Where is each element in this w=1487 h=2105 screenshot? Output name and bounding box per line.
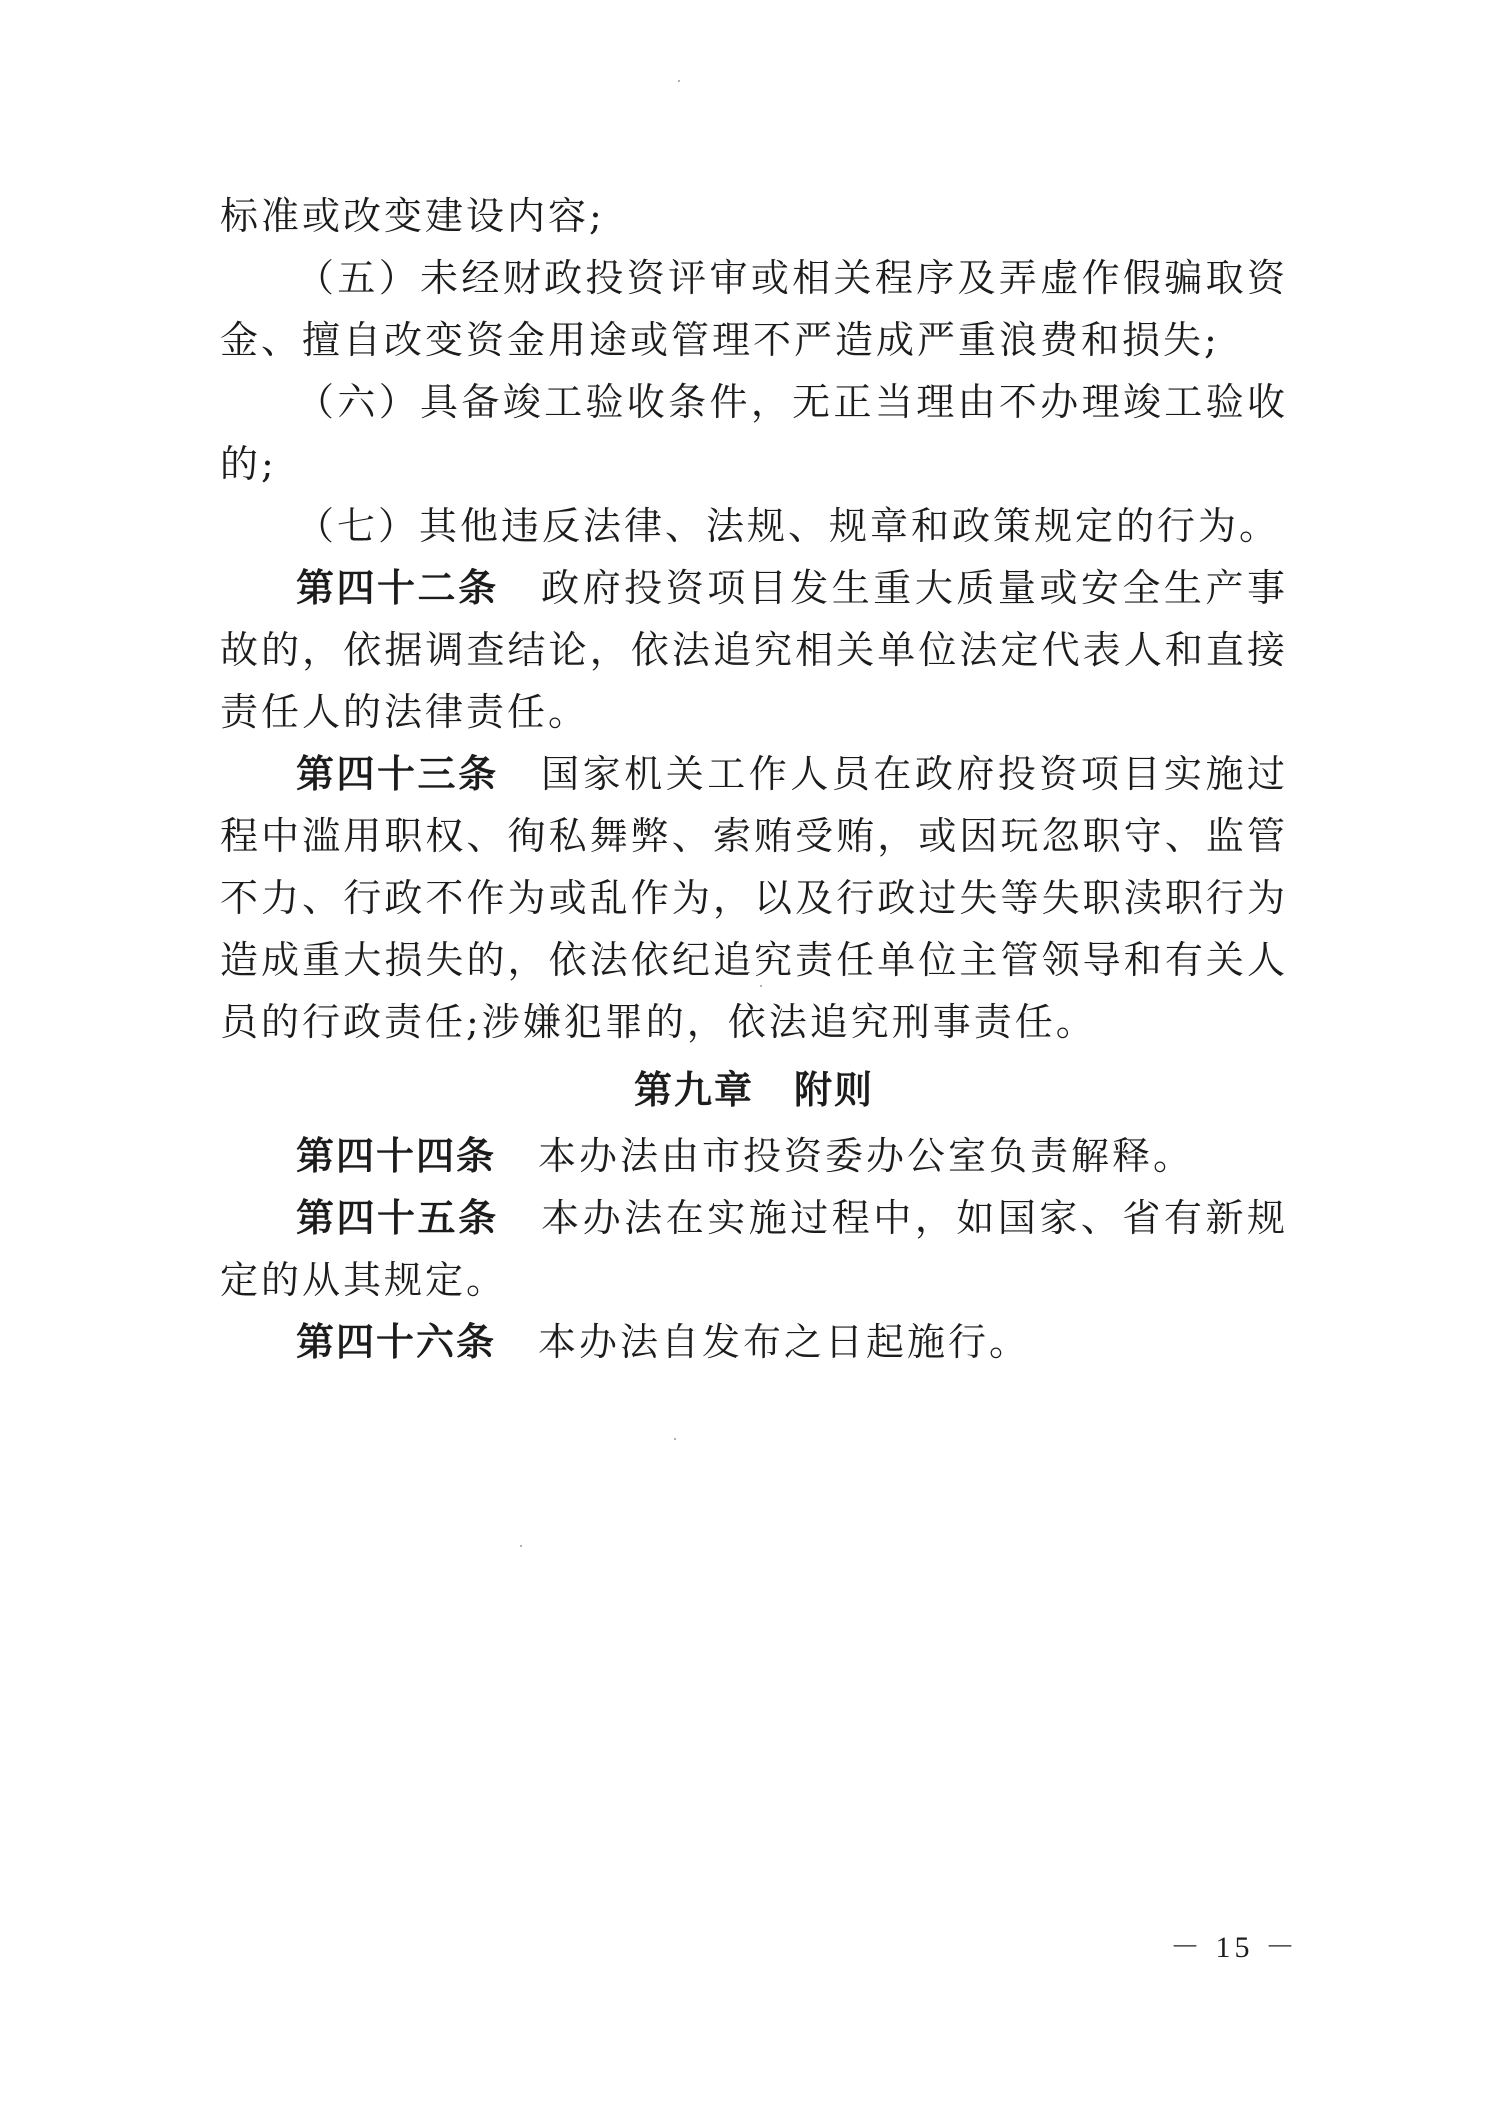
article-heading: 第四十五条	[296, 1196, 499, 1240]
article-text: 本办法在实施过程中，如国家、省有新规定的从其规定。	[220, 1196, 1288, 1302]
article-44	[220, 1125, 1288, 1187]
article-text: 本办法由市投资委办公室负责解释。	[538, 1134, 1195, 1178]
paragraph-text: （六）具备竣工验收条件，无正当理由不办理竣工验收的;	[220, 380, 1288, 486]
article-text: 政府投资项目发生重大质量或安全生产事故的，依据调查结论，依法追究相关单位法定代表人和直接责任人的法律责任。	[220, 566, 1288, 734]
paragraph-text: 标准或改变建设内容;	[220, 194, 605, 238]
article-42	[220, 557, 1288, 743]
article-heading: 第四十四条	[296, 1134, 497, 1178]
scan-speck	[674, 1438, 676, 1440]
article-text: 本办法自发布之日起施行。	[538, 1320, 1031, 1364]
scan-speck	[678, 80, 680, 82]
page-number: － 15 －	[1170, 1931, 1299, 1964]
list-item-six	[220, 371, 1288, 495]
article-46	[220, 1311, 1288, 1373]
article-heading: 第四十二条	[296, 566, 499, 610]
article-heading: 第四十三条	[296, 752, 499, 796]
document-body	[220, 185, 1288, 1373]
paragraph-continuation	[220, 185, 1288, 247]
paragraph-text: （七）其他违反法律、法规、规章和政策规定的行为。	[296, 504, 1281, 548]
scan-speck	[520, 1545, 522, 1547]
paragraph-text: （五）未经财政投资评审或相关程序及弄虚作假骗取资金、擅自改变资金用途或管理不严造成严重浪费和损失;	[220, 256, 1288, 362]
article-text: 国家机关工作人员在政府投资项目实施过程中滥用职权、徇私舞弊、索贿受贿，或因玩忽职守、监管不力、行政不作为或乱作为，以及行政过失等失职渎职行为造成重大损失的，依法依纪追究责任单位主管领导和有关人员的行政责任;涉嫌犯罪的，依法追究刑事责任。	[220, 752, 1288, 1044]
article-heading: 第四十六条	[296, 1320, 497, 1364]
article-43	[220, 743, 1288, 1053]
list-item-five	[220, 247, 1288, 371]
list-item-seven	[220, 495, 1288, 557]
chapter-title: 第九章 附则	[633, 1068, 874, 1112]
article-45	[220, 1187, 1288, 1311]
